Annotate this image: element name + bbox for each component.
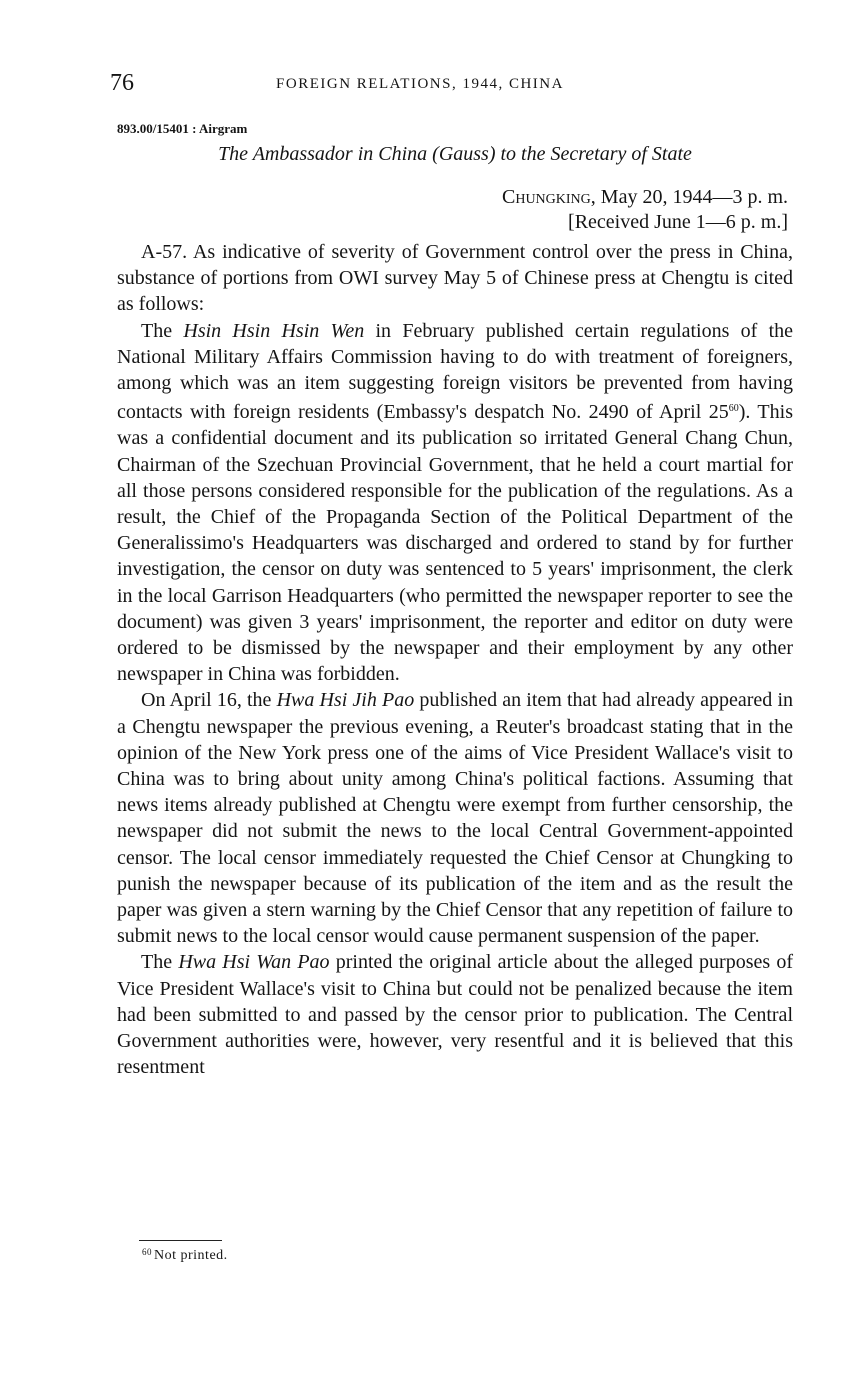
dateline-place: Chungking: [502, 186, 591, 208]
paragraph-1: A-57. As indicative of severity of Government control over the press in China, substance of portions from OWI survey May 5 of Chinese press at Chengtu is cited as follows:: [117, 241, 793, 316]
received-note: [Received June 1—6 p. m.]: [568, 211, 788, 233]
paragraph-2-text: in February published certain regulations of the National Military Affairs Commission having to do with treatment of foreigners, among which was an item suggesting foreign visitors be prevented from having contacts with foreign residents (Embassy's despatch No. 2490 of April 25: [117, 319, 793, 424]
document-title: The Ambassador in China (Gauss) to the Secretary of State: [218, 143, 692, 165]
dateline: [502, 186, 788, 209]
publication-name: Hwa Hsi Wan Pao: [178, 951, 330, 974]
paragraph-4: [117, 949, 793, 1080]
page-number: 76: [110, 70, 134, 96]
paragraph-3: [117, 687, 793, 949]
paragraph-3-lead: On April 16, the: [141, 689, 277, 712]
footnote-text: Not printed.: [154, 1248, 228, 1263]
paragraph-3-text: published an item that had already appeared in a Chengtu newspaper the previous evening, a Reuter's broadcast stating that in the opinion of the New York press one of the aims of Vice President Wallace's visit to China was to bring about unity among China's political factions. Assuming that news items already published at Chengtu were exempt from further censorship, the newspaper did not submit the news to the local Central Government-appointed censor. The local censor immediately requested the Chief Censor at Chungking to punish the newspaper because of its publication of the item and as the result the paper was given a stern warning by the Chief Censor that any repetition of failure to submit news to the local censor would cause permanent suspension of the paper.: [117, 689, 793, 948]
running-head: FOREIGN RELATIONS, 1944, CHINA: [276, 76, 564, 92]
paragraph-2-text-cont: ). This was a confidential document and its publication so irritated General Chang Chun, Chairman of the Szechuan Provincial Government, that he held a court martial for all those persons considered responsible for the publication of the regulations. As a result, the Chief of the Propaganda Section of the Political Department of the Generalissimo's Headquarters was discharged and ordered to stand by for further investigation, the censor on duty was sentenced to 5 years' imprisonment, the clerk in the local Garrison Headquarters (who permitted the newspaper reporter to see the document) was given 3 years' imprisonment, the reporter and editor on duty were ordered to be dismissed by the newspaper and their employment by any other newspaper in China was forbidden.: [117, 401, 793, 686]
paragraph-2-lead: The: [141, 319, 184, 342]
paragraph-4-lead: The: [141, 951, 179, 974]
footnote: [142, 1247, 228, 1264]
paragraph-4-text: printed the original article about the alleged purposes of Vice President Wallace's visit to China but could not be penalized because the item had been submitted to and passed by the censor prior to publication. The Central Government authorities were, however, very resentful and it is believed that this resentment: [117, 951, 794, 1079]
footnote-mark: 60: [142, 1247, 152, 1257]
file-number: 893.00/15401 : Airgram: [117, 121, 248, 136]
publication-name: Hwa Hsi Jih Pao: [276, 689, 415, 712]
dateline-date: , May 20, 1944—3 p. m.: [590, 186, 788, 208]
paragraph-2: [117, 318, 793, 688]
publication-name: Hsin Hsin Hsin Wen: [183, 319, 365, 342]
footnote-reference: 60: [728, 403, 739, 415]
body-text: [117, 239, 793, 1081]
footnote-divider: [139, 1240, 222, 1241]
